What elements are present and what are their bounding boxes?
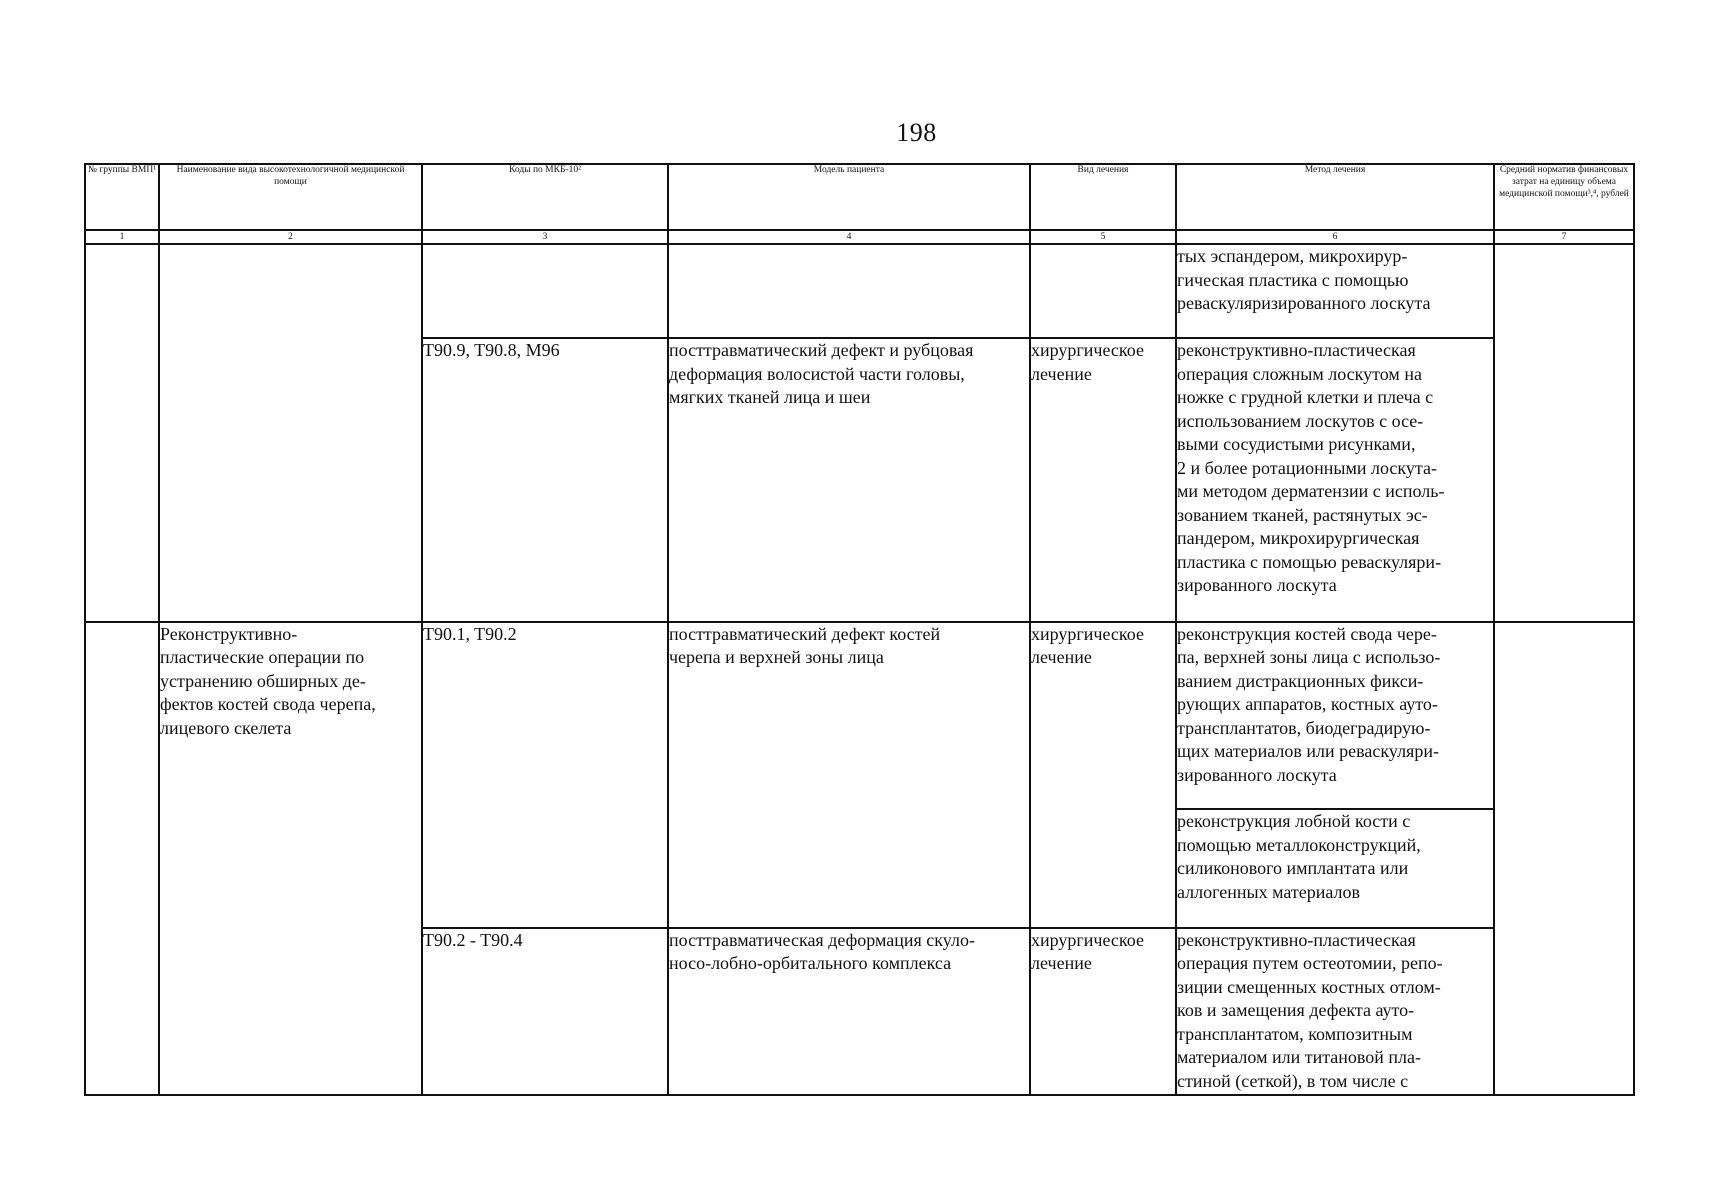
treatment-type-cell: хирургическое лечение [1030,622,1176,928]
treatment-type-cell: хирургическое лечение [1030,338,1176,621]
icd-codes-cell: T90.1, T90.2 [422,622,668,928]
treatment-type-cell [1030,244,1176,338]
column-number: 6 [1176,230,1494,244]
column-number: 4 [668,230,1030,244]
header-treatment-type: Вид лечения [1030,164,1176,230]
treatment-type-cell: хирургическое лечение [1030,928,1176,1095]
table-row [85,622,1634,810]
icd-codes-cell: T90.9, T90.8, M96 [422,338,668,621]
patient-model-cell [668,244,1030,338]
patient-model-cell: посттравматическая деформация скуло- носо-лобно-орбитального комплекса [668,928,1030,1095]
header-group-number: № группы ВМП¹ [85,164,159,230]
page-number: 198 [896,118,937,147]
column-number: 1 [85,230,159,244]
column-number: 3 [422,230,668,244]
column-number-row [85,230,1634,244]
column-number: 5 [1030,230,1176,244]
header-patient-model: Модель пациента [668,164,1030,230]
treatment-method-cell: реконструкция костей свода чере- па, верхней зоны лица с использо- ванием дистракционных фикси- рующих аппаратов, костных ауто- трансплантатов, биодеградирую- щих материалов или реваскуляри- зированного лоскута [1176,622,1494,810]
header-cost-standard: Средний норматив финансовых затрат на единицу объема медицинской помощи³,⁴, рублей [1494,164,1634,230]
care-type-name-cell: Реконструктивно- пластические операции по устранению обширных де- фектов костей свода черепа, лицевого скелета [159,622,422,1095]
header-treatment-method: Метод лечения [1176,164,1494,230]
treatment-method-cell: реконструктивно-пластическая операция путем остеотомии, репо- зиции смещенных костных отлом- ков и замещения дефекта ауто- трансплантатом, композитным материалом или титановой пла- стиной (сеткой), в том числе с [1176,928,1494,1095]
header-care-type-name: Наименование вида высокотехнологичной медицинской помощи [159,164,422,230]
column-number: 2 [159,230,422,244]
header-row [85,164,1634,230]
icd-codes-cell [422,244,668,338]
column-number: 7 [1494,230,1634,244]
patient-model-cell: посттравматический дефект костей черепа и верхней зоны лица [668,622,1030,928]
table-row [85,244,1634,338]
group-number-cell [85,244,159,622]
cost-standard-cell [1494,622,1634,1095]
group-number-cell [85,622,159,1095]
medical-care-table [84,163,1635,1096]
treatment-method-cell: реконструктивно-пластическая операция сложным лоскутом на ножке с грудной клетки и плеча с использованием лоскутов с осе- выми сосудистыми рисунками, 2 и более ротационными лоскута- ми методом дерматензии с исполь- зованием тканей, растянутых эс- пандером, микрохирургическая пластика с помощью реваскуляри- зированного лоскута [1176,338,1494,621]
treatment-method-cell: реконструкция лобной кости с помощью металлоконструкций, силиконового имплантата или аллогенных материалов [1176,809,1494,927]
treatment-method-cell: тых эспандером, микрохирур- гическая пластика с помощью реваскуляризированного лоскута [1176,244,1494,338]
icd-codes-cell: T90.2 - T90.4 [422,928,668,1095]
care-type-name-cell [159,244,422,622]
patient-model-cell: посттравматический дефект и рубцовая деформация волосистой части головы, мягких тканей лица и шеи [668,338,1030,621]
cost-standard-cell [1494,244,1634,622]
header-icd-codes: Коды по МКБ-10² [422,164,668,230]
